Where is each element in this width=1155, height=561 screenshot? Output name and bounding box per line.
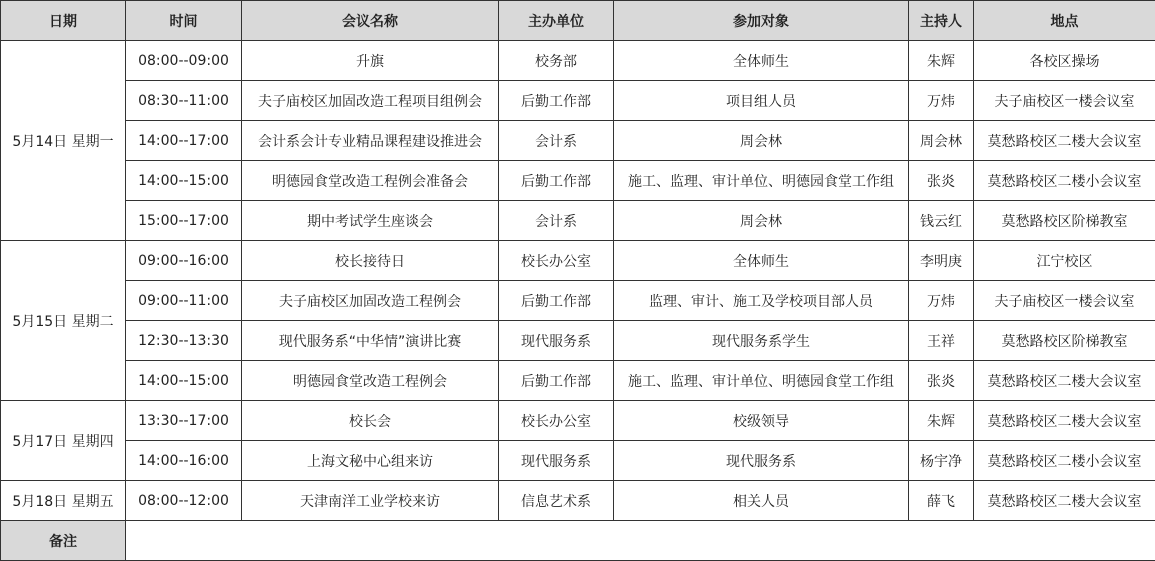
cell-host: 张炎 — [909, 161, 974, 201]
cell-host: 朱辉 — [909, 401, 974, 441]
cell-host: 张炎 — [909, 361, 974, 401]
cell-attendees: 监理、审计、施工及学校项目部人员 — [614, 281, 909, 321]
cell-meeting-name: 夫子庙校区加固改造工程例会 — [242, 281, 499, 321]
table-row — [1, 241, 1155, 281]
cell-organizer: 信息艺术系 — [499, 481, 614, 521]
cell-meeting-name: 上海文秘中心组来访 — [242, 441, 499, 481]
cell-attendees: 周会林 — [614, 121, 909, 161]
cell-location: 莫愁路校区二楼大会议室 — [974, 481, 1155, 521]
cell-meeting-name: 校长会 — [242, 401, 499, 441]
cell-host: 杨宇净 — [909, 441, 974, 481]
cell-meeting-name: 现代服务系“中华情”演讲比赛 — [242, 321, 499, 361]
cell-organizer: 后勤工作部 — [499, 361, 614, 401]
header-date: 日期 — [1, 1, 126, 41]
cell-location: 莫愁路校区阶梯教室 — [974, 321, 1155, 361]
cell-attendees: 周会林 — [614, 201, 909, 241]
header-meeting-name: 会议名称 — [242, 1, 499, 41]
cell-date: 5月17日 星期四 — [1, 401, 126, 481]
header-location: 地点 — [974, 1, 1155, 41]
cell-location: 莫愁路校区二楼大会议室 — [974, 361, 1155, 401]
table-row — [1, 321, 1155, 361]
header-row — [1, 1, 1155, 41]
cell-attendees: 现代服务系 — [614, 441, 909, 481]
cell-host: 周会林 — [909, 121, 974, 161]
cell-attendees: 项目组人员 — [614, 81, 909, 121]
cell-host: 万炜 — [909, 81, 974, 121]
cell-host: 王祥 — [909, 321, 974, 361]
cell-time: 14:00--16:00 — [126, 441, 242, 481]
remark-row — [1, 521, 1155, 561]
cell-meeting-name: 明德园食堂改造工程例会 — [242, 361, 499, 401]
table-row — [1, 81, 1155, 121]
cell-attendees: 相关人员 — [614, 481, 909, 521]
cell-location: 江宁校区 — [974, 241, 1155, 281]
header-host: 主持人 — [909, 1, 974, 41]
cell-time: 08:00--09:00 — [126, 41, 242, 81]
cell-host: 朱辉 — [909, 41, 974, 81]
cell-attendees: 施工、监理、审计单位、明德园食堂工作组 — [614, 361, 909, 401]
cell-organizer: 现代服务系 — [499, 321, 614, 361]
cell-time: 09:00--16:00 — [126, 241, 242, 281]
table-row — [1, 481, 1155, 521]
header-time: 时间 — [126, 1, 242, 41]
cell-meeting-name: 夫子庙校区加固改造工程项目组例会 — [242, 81, 499, 121]
cell-meeting-name: 升旗 — [242, 41, 499, 81]
cell-meeting-name: 明德园食堂改造工程例会准备会 — [242, 161, 499, 201]
cell-location: 莫愁路校区阶梯教室 — [974, 201, 1155, 241]
cell-host: 薛飞 — [909, 481, 974, 521]
cell-time: 08:30--11:00 — [126, 81, 242, 121]
cell-time: 12:30--13:30 — [126, 321, 242, 361]
cell-meeting-name: 天津南洋工业学校来访 — [242, 481, 499, 521]
cell-organizer: 会计系 — [499, 201, 614, 241]
table-row — [1, 121, 1155, 161]
cell-host: 万炜 — [909, 281, 974, 321]
cell-time: 14:00--15:00 — [126, 161, 242, 201]
cell-organizer: 会计系 — [499, 121, 614, 161]
header-attendees: 参加对象 — [614, 1, 909, 41]
cell-time: 14:00--17:00 — [126, 121, 242, 161]
cell-time: 09:00--11:00 — [126, 281, 242, 321]
cell-location: 莫愁路校区二楼小会议室 — [974, 161, 1155, 201]
cell-host: 钱云红 — [909, 201, 974, 241]
cell-organizer: 校务部 — [499, 41, 614, 81]
cell-time: 15:00--17:00 — [126, 201, 242, 241]
cell-organizer: 校长办公室 — [499, 241, 614, 281]
cell-date: 5月15日 星期二 — [1, 241, 126, 401]
table-row — [1, 201, 1155, 241]
table-row — [1, 401, 1155, 441]
remark-value — [126, 521, 1155, 561]
cell-meeting-name: 校长接待日 — [242, 241, 499, 281]
table-row — [1, 281, 1155, 321]
cell-organizer: 校长办公室 — [499, 401, 614, 441]
table-row — [1, 41, 1155, 81]
table-row — [1, 161, 1155, 201]
cell-organizer: 后勤工作部 — [499, 81, 614, 121]
cell-time: 08:00--12:00 — [126, 481, 242, 521]
cell-location: 莫愁路校区二楼大会议室 — [974, 121, 1155, 161]
schedule-body — [1, 41, 1155, 561]
cell-location: 莫愁路校区二楼小会议室 — [974, 441, 1155, 481]
cell-organizer: 现代服务系 — [499, 441, 614, 481]
cell-host: 李明庚 — [909, 241, 974, 281]
table-row — [1, 361, 1155, 401]
cell-attendees: 现代服务系学生 — [614, 321, 909, 361]
cell-location: 夫子庙校区一楼会议室 — [974, 81, 1155, 121]
cell-attendees: 校级领导 — [614, 401, 909, 441]
table-row — [1, 441, 1155, 481]
cell-location: 各校区操场 — [974, 41, 1155, 81]
cell-location: 莫愁路校区二楼大会议室 — [974, 401, 1155, 441]
cell-meeting-name: 会计系会计专业精品课程建设推进会 — [242, 121, 499, 161]
cell-attendees: 施工、监理、审计单位、明德园食堂工作组 — [614, 161, 909, 201]
cell-time: 13:30--17:00 — [126, 401, 242, 441]
cell-attendees: 全体师生 — [614, 241, 909, 281]
cell-organizer: 后勤工作部 — [499, 281, 614, 321]
cell-meeting-name: 期中考试学生座谈会 — [242, 201, 499, 241]
cell-location: 夫子庙校区一楼会议室 — [974, 281, 1155, 321]
header-organizer: 主办单位 — [499, 1, 614, 41]
remark-label: 备注 — [1, 521, 126, 561]
cell-organizer: 后勤工作部 — [499, 161, 614, 201]
cell-attendees: 全体师生 — [614, 41, 909, 81]
cell-date: 5月14日 星期一 — [1, 41, 126, 241]
cell-date: 5月18日 星期五 — [1, 481, 126, 521]
cell-time: 14:00--15:00 — [126, 361, 242, 401]
